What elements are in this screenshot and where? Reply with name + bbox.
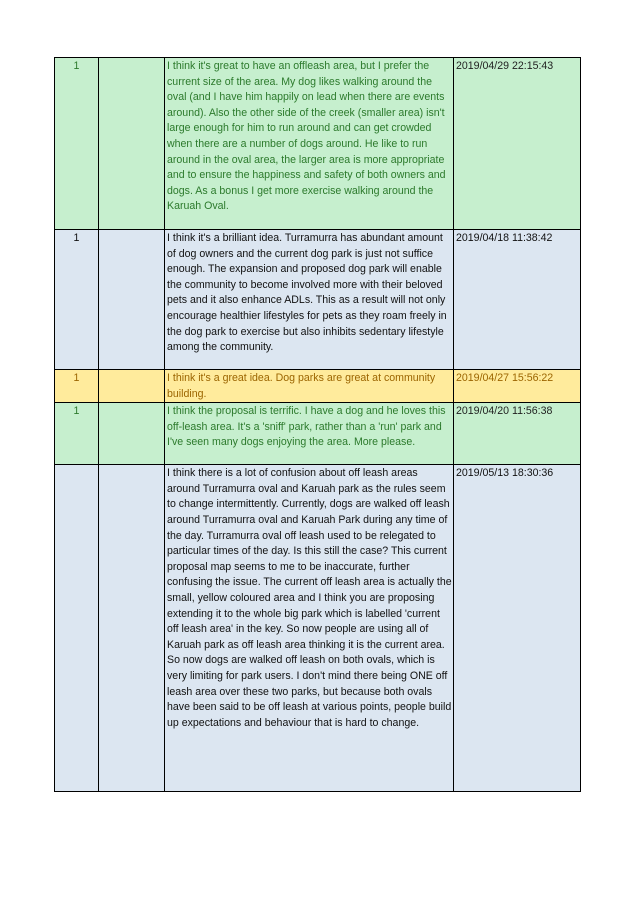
count-cell: 1 <box>55 58 99 230</box>
date-cell: 2019/04/27 15:56:22 <box>454 370 581 403</box>
count-cell <box>55 465 99 792</box>
comment-cell: I think it's a great idea. Dog parks are great at community building. <box>165 370 454 403</box>
table-row <box>55 403 581 465</box>
table-row <box>55 58 581 230</box>
table-row <box>55 370 581 403</box>
empty-cell <box>99 58 165 230</box>
comment-cell: I think there is a lot of confusion about off leash areas around Turramurra oval and Karuah park as the rules seem to change intermittently. Currently, dogs are walked off leash around Turramurra oval and Karuah Park during any time of the day. Turramurra oval off leash used to be relegated to particular times of the day. Is this still the case? This current proposal map seems to me to be inaccurate, further confusing the issue. The current off leash area is actually the small, yellow coloured area and I think you are proposing extending it to the whole big park which is labelled 'current off leash area' in the key. So now people are using all of Karuah park as off leash area thinking it is the current area. So now dogs are walked off leash on both ovals, which is very limiting for park users. I don't mind there being ONE off leash area over these two parks, but because both ovals have been said to be off leash at various points, people build up expectations and behaviour that is hard to change. <box>165 465 454 792</box>
count-cell: 1 <box>55 370 99 403</box>
feedback-table <box>54 57 581 792</box>
date-cell: 2019/04/18 11:38:42 <box>454 230 581 370</box>
date-cell: 2019/04/20 11:56:38 <box>454 403 581 465</box>
comment-cell: I think it's great to have an offleash area, but I prefer the current size of the area. My dog likes walking around the oval (and I have him happily on lead when there are events around). Also the other side of the creek (smaller area) isn't large enough for him to run around and can get crowded when there are a number of dogs around. He like to run around in the oval area, the larger area is more appropriate and to ensure the happiness and safety of both owners and dogs. As a bonus I get more exercise walking around the Karuah Oval. <box>165 58 454 230</box>
comment-cell: I think it's a brilliant idea. Turramurra has abundant amount of dog owners and the current dog park is just not suffice enough. The expansion and proposed dog park will enable the community to become involved more with their beloved pets and it also enhance ADLs. This as a result will not only encourage healthier lifestyles for pets as they roam freely in the dog park to exercise but also inhibits sedentary lifestyle among the community. <box>165 230 454 370</box>
count-cell: 1 <box>55 403 99 465</box>
empty-cell <box>99 230 165 370</box>
date-cell: 2019/04/29 22:15:43 <box>454 58 581 230</box>
empty-cell <box>99 403 165 465</box>
count-cell: 1 <box>55 230 99 370</box>
empty-cell <box>99 465 165 792</box>
comment-cell: I think the proposal is terrific. I have a dog and he loves this off-leash area. It's a 'sniff' park, rather than a 'run' park and I've seen many dogs enjoying the area. More please. <box>165 403 454 465</box>
table-row <box>55 230 581 370</box>
empty-cell <box>99 370 165 403</box>
date-cell: 2019/05/13 18:30:36 <box>454 465 581 792</box>
table-row <box>55 465 581 792</box>
